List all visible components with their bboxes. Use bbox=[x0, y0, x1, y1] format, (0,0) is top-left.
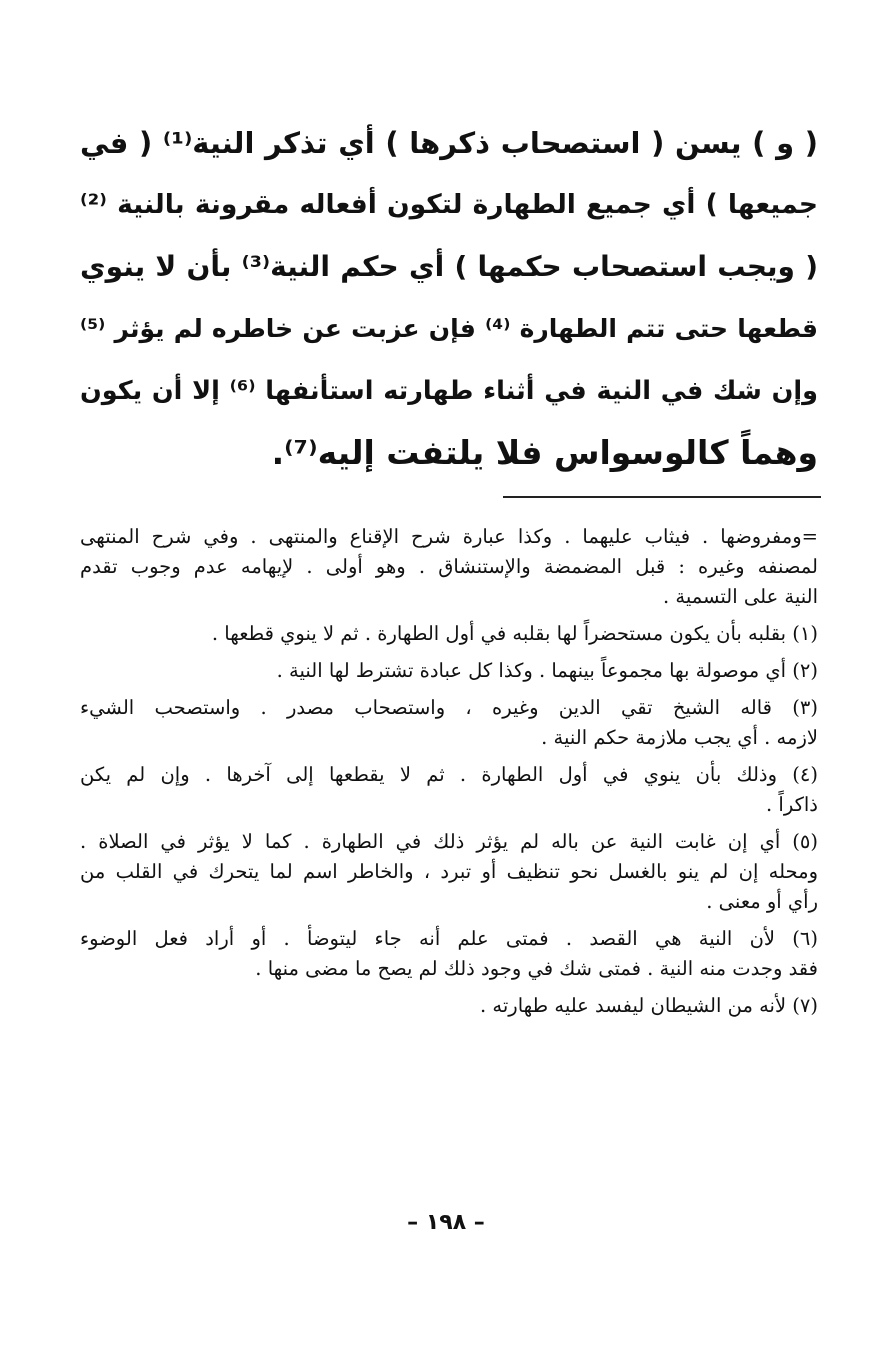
footnote-separator bbox=[503, 496, 821, 498]
footnote-line: رأي أو معنى . bbox=[706, 890, 818, 913]
main-text-line: وهماً كالوسواس فلا يلتفت إليه⁽⁷⁾. bbox=[271, 433, 818, 472]
footnote-continuation bbox=[80, 522, 818, 612]
footnote-2 bbox=[80, 656, 818, 686]
footnote-line: (٣) قاله الشيخ تقي الدين وغيره ، واستصحاب مصدر . واستصحب الشيء bbox=[80, 696, 818, 719]
footnote-line: لازمه . أي يجب ملازمة حكم النية . bbox=[541, 726, 818, 749]
footnote-line: ومحله إن لم ينو بالغسل نحو تنظيف أو تبرد ، والخاطر اسم لما يتحرك في القلب من bbox=[80, 860, 818, 883]
footnote-7 bbox=[80, 991, 818, 1021]
footnote-line: لمصنفه وغيره : قبل المضمضة والإستنشاق . وهو أولى . لإيهامه عدم وجوب تقدم bbox=[80, 555, 818, 578]
footnote-line: (١) بقلبه بأن يكون مستحضراً لها بقلبه في أول الطهارة . ثم لا ينوي قطعها . bbox=[211, 622, 818, 645]
footnote-line: (٤) وذلك بأن ينوي في أول الطهارة . ثم لا يقطعها إلى آخرها . وإن لم يكن bbox=[80, 763, 818, 786]
footnotes bbox=[80, 522, 818, 1028]
page-number: – ١٩٨ – bbox=[407, 1210, 485, 1235]
main-text-line: جميعها ) أي جميع الطهارة لتكون أفعاله مقرونة بالنية ⁽²⁾ bbox=[80, 189, 818, 220]
footnote-4 bbox=[80, 760, 818, 820]
footnote-1 bbox=[80, 619, 818, 649]
footnote-line: (٥) أي إن غابت النية عن باله لم يؤثر ذلك في الطهارة . كما لا يؤثر في الصلاة . bbox=[80, 830, 818, 853]
footnote-5 bbox=[80, 827, 818, 917]
main-text-line: ( و ) يسن ( استصحاب ذكرها ) أي تذكر النية⁽¹⁾ ( في bbox=[80, 126, 818, 160]
footnote-line: النية على التسمية . bbox=[663, 585, 818, 608]
footnote-6 bbox=[80, 924, 818, 984]
main-text-line: ( ويجب استصحاب حكمها ) أي حكم النية⁽³⁾ بأن لا ينوي bbox=[80, 250, 818, 283]
main-text bbox=[80, 112, 818, 484]
footnote-line: (٢) أي موصولة بها مجموعاً بينهما . وكذا كل عبادة تشترط لها النية . bbox=[276, 659, 818, 682]
footnote-line: (٧) لأنه من الشيطان ليفسد عليه طهارته . bbox=[480, 994, 818, 1017]
main-text-line: قطعها حتى تتم الطهارة ⁽⁴⁾ فإن عزبت عن خاطره لم يؤثر ⁽⁵⁾ bbox=[80, 314, 818, 343]
footnote-line: ذاكراً . bbox=[766, 793, 818, 816]
footnote-line: فقد وجدت منه النية . فمتى شك في وجود ذلك لم يصح ما مضى منها . bbox=[255, 957, 818, 980]
footnote-3 bbox=[80, 693, 818, 753]
footnote-line: =ومفروضها . فيثاب عليهما . وكذا عبارة شرح الإقناع والمنتهى . وفي شرح المنتهى bbox=[80, 525, 818, 548]
footnote-line: (٦) لأن النية هي القصد . فمتى علم أنه جاء ليتوضأ . أو أراد فعل الوضوء bbox=[80, 927, 818, 950]
main-text-line: وإن شك في النية في أثناء طهارته استأنفها ⁽⁶⁾ إلا أن يكون bbox=[80, 376, 818, 406]
